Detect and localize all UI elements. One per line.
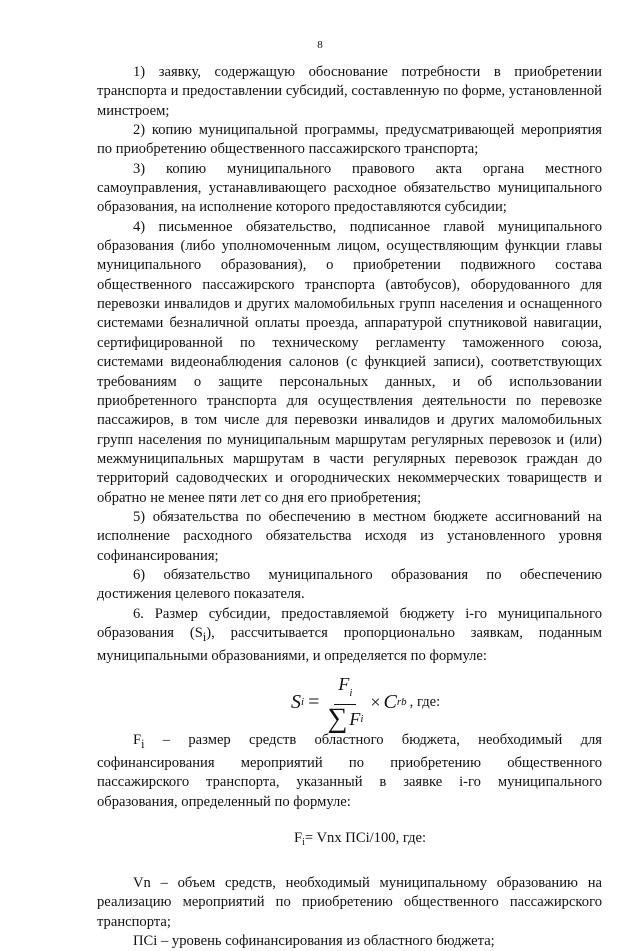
- fi-formula: [97, 812, 602, 866]
- formula-lhs: S: [291, 690, 301, 713]
- document-body: [97, 63, 602, 951]
- fi-symbol: F: [133, 731, 142, 748]
- subsidy-size-paragraph: [97, 605, 602, 667]
- page-number: 8: [317, 39, 323, 51]
- denominator-symbol: F: [349, 708, 361, 729]
- numerator-sub: i: [349, 686, 353, 699]
- formula-lhs-sub: i: [301, 695, 305, 708]
- paragraph-item-3: 3) копию муниципального правового акта органа местного самоуправления, устанавливающего расходное обязательство муниципального образования, на исполнение которого предоставляются субсидии;: [97, 160, 602, 216]
- formula-c: C: [383, 690, 397, 713]
- vn-definition: Vn – объем средств, необходимый муниципальному образованию на реализацию мероприятий по приобретению общественного пассажирского транспорта;: [97, 874, 602, 930]
- subsidy-formula: [97, 669, 602, 734]
- formula-numerator: [334, 673, 356, 705]
- sigma-symbol: ∑: [327, 702, 348, 734]
- psi-definition: ПСi – уровень софинансирования из областного бюджета;: [133, 932, 495, 949]
- fi-formula-lhs: F: [294, 829, 303, 846]
- numerator-symbol: F: [338, 673, 350, 694]
- formula-fraction: [327, 673, 363, 733]
- subsidy-text-b: ), рассчитывается пропорционально заявкам, поданным муниципальными образованиями, и определяется по формуле:: [97, 624, 603, 665]
- fi-formula-rhs: = Vnх ПСi/100, где:: [304, 829, 427, 846]
- denominator-sub: i: [360, 712, 364, 725]
- paragraph-item-5: 5) обязательства по обеспечению в местном бюджете ассигнований на исполнение расходного обязательства исходя из установленного уровня софинансирования;: [97, 508, 602, 564]
- fi-text: – размер средств областного бюджета, необходимый для софинансирования мероприятий по приобретению общественного пассажирского транспорта, указанный в заявке i-го муниципального образования, определенный по формуле:: [97, 731, 602, 810]
- paragraph-item-4: 4) письменное обязательство, подписанное главой муниципального образования (либо уполномоченным лицом, осуществляющим функции главы муниципального образования), о приобретении подвижного состава общественного пассажирского транспорта (автобусов), оборудованного для перевозки инвалидов и других маломобильных групп населения и оснащенного системами безналичной оплаты проезда, аппаратурой спутниковой навигации, сертифицированной по техническому регламенту таможенного союза, системами видеонаблюдения салонов (с функцией записи), соответствующих требованиям о защите персональных данных, и об использовании приобретенного транспорта для осуществления деятельности по перевозке пассажиров, в том числе для перевозки инвалидов и других маломобильных групп населения по муниципальным маршрутам регулярных перевозок и (или) межмуниципальных маршрутам в части регулярных перевозок граждан до территорий садоводческих и огороднических некоммерческих товариществ и обратно не менее пяти лет со дня его приобретения;: [97, 218, 602, 506]
- subsidy-subscript: i: [202, 629, 207, 644]
- paragraph-item-6: 6) обязательство муниципального образования по обеспечению достижения целевого показателя.: [97, 566, 602, 603]
- paragraph-item-1: 1) заявку, содержащую обоснование потребности в приобретении транспорта и предоставлении субсидий, составленную по форме, установленной минстроем;: [97, 64, 602, 119]
- subsidy-text-a: 6. Размер субсидии, предоставляемой бюджету i-го муниципального образования (S: [97, 605, 602, 641]
- times-symbol: ×: [370, 691, 381, 712]
- fi-subscript: i: [141, 736, 145, 751]
- fi-definition: [97, 731, 602, 812]
- fi-formula-lhs-sub: i: [302, 836, 305, 848]
- formula-equals: =: [308, 690, 320, 713]
- formula-denominator: [327, 702, 364, 734]
- formula-suffix: , где:: [409, 693, 441, 710]
- formula-c-sub: rb: [396, 695, 407, 708]
- paragraph-item-2: 2) копию муниципальной программы, предусматривающей мероприятия по приобретению общественного пассажирского транспорта;: [97, 122, 602, 158]
